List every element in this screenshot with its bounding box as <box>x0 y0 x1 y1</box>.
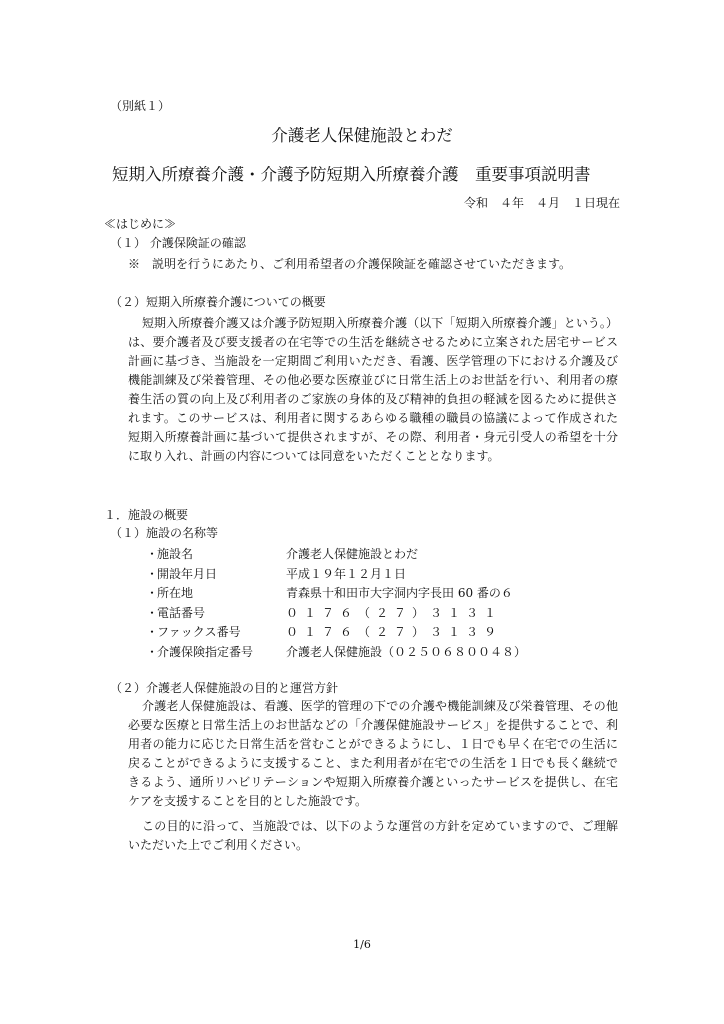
facility-row: ・ファックス番号 ０１７６（２７）３１３９ <box>146 622 526 642</box>
purpose-heading: （２）介護老人保健施設の目的と運営方針 <box>110 681 339 695</box>
facility-row: ・施設名 介護老人保健施設とわだ <box>146 544 526 564</box>
insurance-check-note: ※ 説明を行うにあたり、ご利用希望者の介護保険証を確認させていただきます。 <box>128 257 572 271</box>
facility-row: ・介護保険指定番号 介護老人保健施設（０２５０６８００４８） <box>146 642 526 662</box>
facility-row-label: 電話番号 <box>157 605 206 620</box>
facility-row-value: 介護老人保健施設とわだ <box>286 547 419 562</box>
facility-row: ・開設年月日 平成１９年１２月１日 <box>146 564 526 584</box>
facility-row-value: 介護老人保健施設（０２５０６８００４８） <box>286 644 527 659</box>
facility-overview-heading: １．施設の概要 <box>104 508 189 522</box>
document-title-facility: 介護老人保健施設とわだ <box>271 126 453 145</box>
insurance-check-heading: （１） 介護保険証の確認 <box>110 236 246 250</box>
facility-row-label: 開設年月日 <box>157 566 218 581</box>
facility-row-value: ０１７６（２７）３１３１ <box>286 605 503 620</box>
intro-heading: ≪はじめに≫ <box>104 217 177 231</box>
facility-row-label: 施設名 <box>157 547 194 562</box>
document-title: 短期入所療養介護・介護予防短期入所療養介護 重要事項説明書 <box>112 165 591 184</box>
facility-info-table <box>146 544 526 661</box>
overview-paragraph: 短期入所療養介護又は介護予防短期入所療養介護（以下「短期入所療養介護」という。）は、要介護者及び要支援者の在宅等での生活を継続させるために立案された居宅サービス計画に基づき、当施設を一定期間ご利用いただき、看護、医学管理の下における介護及び機能訓練及び栄養管理、その他必要な医療並びに日常生活上のお世話を行い、利用者の療養生活の質の向上及び利用者のご家族の身体的及び精神的負担の軽減を図るために提供されます。このサービスは、利用者に関するあらゆる職種の職員の協議によって作成された短期入所療養計画に基づいて提供されますが、その際、利用者・身元引受人の希望を十分に取り入れ、計画の内容については同意をいただくこととなります。 <box>128 316 618 463</box>
facility-row-value: 青森県十和田市大字洞内字長田 60 番の６ <box>286 586 513 601</box>
facility-name-heading: （１）施設の名称等 <box>110 526 219 540</box>
facility-row-label: 所在地 <box>157 586 194 601</box>
attachment-label: （別紙１） <box>110 99 171 113</box>
facility-row-label: ファックス番号 <box>157 625 241 640</box>
overview-heading: （２）短期入所療養介護についての概要 <box>110 295 326 309</box>
purpose-paragraph: 介護老人保健施設は、看護、医学的管理の下での介護や機能訓練及び栄養管理、その他必要な医療と日常生活上のお世話などの「介護保健施設サービス」を提供することで、利用者の能力に応じた日常生活を営むことができるようにし、１日でも早く在宅での生活に戻ることができるように支援すること、また利用者が在宅での生活を１日でも長く継続できるよう、通所リハビリテーションや短期入所療養介護といったサービスを提供し、在宅ケアを支援することを目的とした施設です。 <box>128 699 618 808</box>
facility-row-value: ０１７６（２７）３１３９ <box>286 625 503 640</box>
page-number: 1/6 <box>353 938 371 951</box>
policy-intro-paragraph: この目的に沿って、当施設では、以下のような運営の方針を定めていますので、ご理解いただいた上でご利用ください。 <box>128 819 618 852</box>
document-date: 令和 ４年 ４月 １日現在 <box>463 196 620 210</box>
facility-row: ・電話番号 ０１７６（２７）３１３１ <box>146 603 526 623</box>
facility-row: ・所在地 青森県十和田市大字洞内字長田 60 番の６ <box>146 583 526 603</box>
facility-row-label: 介護保険指定番号 <box>157 644 254 659</box>
facility-row-value: 平成１９年１２月１日 <box>286 566 407 581</box>
